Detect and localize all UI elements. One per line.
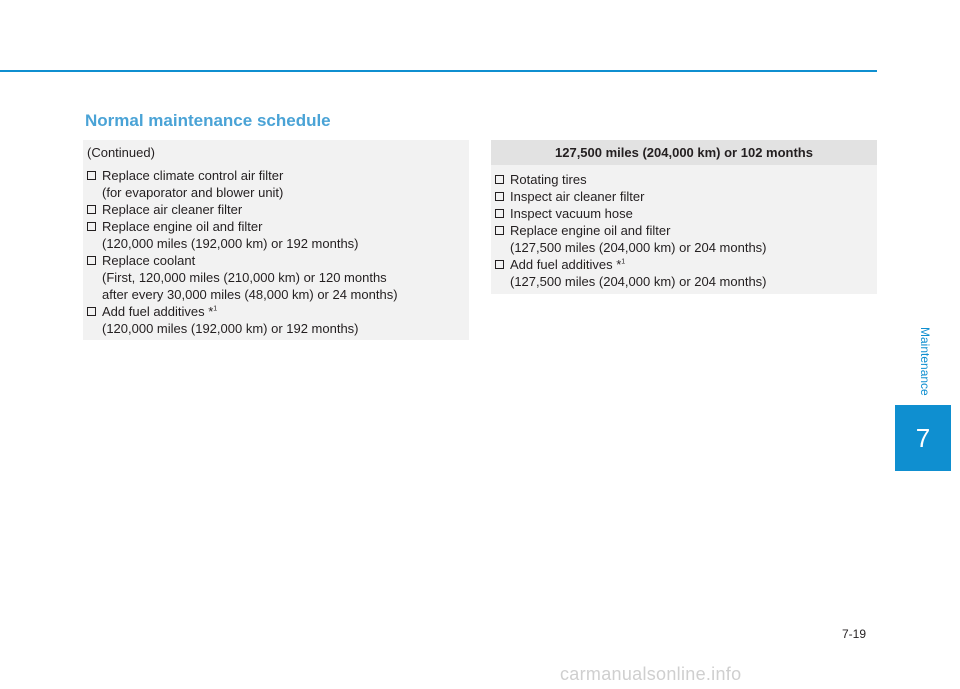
checkbox-icon [87,307,96,316]
item-text [102,303,359,337]
item-label: Replace engine oil and filter [102,219,263,234]
item-label-line [510,171,587,188]
page-number: 7-19 [842,627,867,641]
checklist-item [83,167,469,201]
checklist [83,167,469,337]
footnote-marker: 1 [621,258,626,266]
checklist-item [491,222,877,256]
checklist-item [83,252,469,303]
checkbox-icon [495,226,504,235]
checklist-item [491,205,877,222]
chapter-tab [895,405,951,471]
checkbox-icon [87,256,96,265]
item-detail: (120,000 miles (192,000 km) or 192 months) [102,236,359,251]
item-label: Add fuel additives * [510,257,622,272]
item-label-line [102,167,283,184]
item-detail: (First, 120,000 miles (210,000 km) or 120 months [102,270,387,285]
checklist-item [491,256,877,290]
item-text [510,171,587,188]
item-label: Replace climate control air filter [102,168,284,183]
item-text [102,218,359,252]
chapter-number: 7 [915,423,931,453]
item-label-line [102,303,359,320]
checklist-item [83,218,469,252]
item-detail: (127,500 miles (204,000 km) or 204 months) [510,274,767,289]
item-label-line [510,222,767,239]
item-detail: (127,500 miles (204,000 km) or 204 months) [510,240,767,255]
item-detail: (for evaporator and blower unit) [102,185,284,200]
item-label: Replace air cleaner filter [102,202,243,217]
panel-body [83,140,469,337]
checkbox-icon [495,175,504,184]
schedule-panel-127500 [491,140,877,294]
item-label: Add fuel additives * [102,304,214,319]
checkbox-icon [87,222,96,231]
item-text [102,201,242,218]
item-label-line [102,218,359,235]
checkbox-icon [87,171,96,180]
item-label-line [102,252,398,269]
panel-body [491,165,877,290]
checklist [491,171,877,290]
checkbox-icon [495,192,504,201]
checkbox-icon [87,205,96,214]
item-label-line [510,188,644,205]
item-label: Rotating tires [510,172,587,187]
item-label: Replace coolant [102,253,196,268]
item-label: Inspect air cleaner filter [510,189,645,204]
checkbox-icon [495,260,504,269]
checklist-item [491,171,877,188]
item-label: Inspect vacuum hose [510,206,633,221]
item-label: Replace engine oil and filter [510,223,671,238]
item-text [510,256,767,290]
checklist-item [83,201,469,218]
checkbox-icon [495,209,504,218]
item-text [510,188,644,205]
watermark: carmanualsonline.info [560,664,742,684]
item-text [510,222,767,256]
chapter-label: Maintenance [918,327,932,396]
item-label-line [510,256,767,273]
item-text [102,252,398,303]
item-label-line [510,205,633,222]
item-label-line [102,201,242,218]
top-rule [0,70,877,72]
checklist-item [83,303,469,337]
footnote-marker: 1 [213,305,218,313]
item-text [510,205,633,222]
section-title: Normal maintenance schedule [85,111,331,130]
item-detail: after every 30,000 miles (48,000 km) or 24 months) [102,287,398,302]
item-detail: (120,000 miles (192,000 km) or 192 months) [102,321,359,336]
interval-header: 127,500 miles (204,000 km) or 102 months [491,140,877,165]
continued-label: (Continued) [87,145,155,160]
schedule-panel-continued [83,140,469,340]
checklist-item [491,188,877,205]
item-text [102,167,283,201]
